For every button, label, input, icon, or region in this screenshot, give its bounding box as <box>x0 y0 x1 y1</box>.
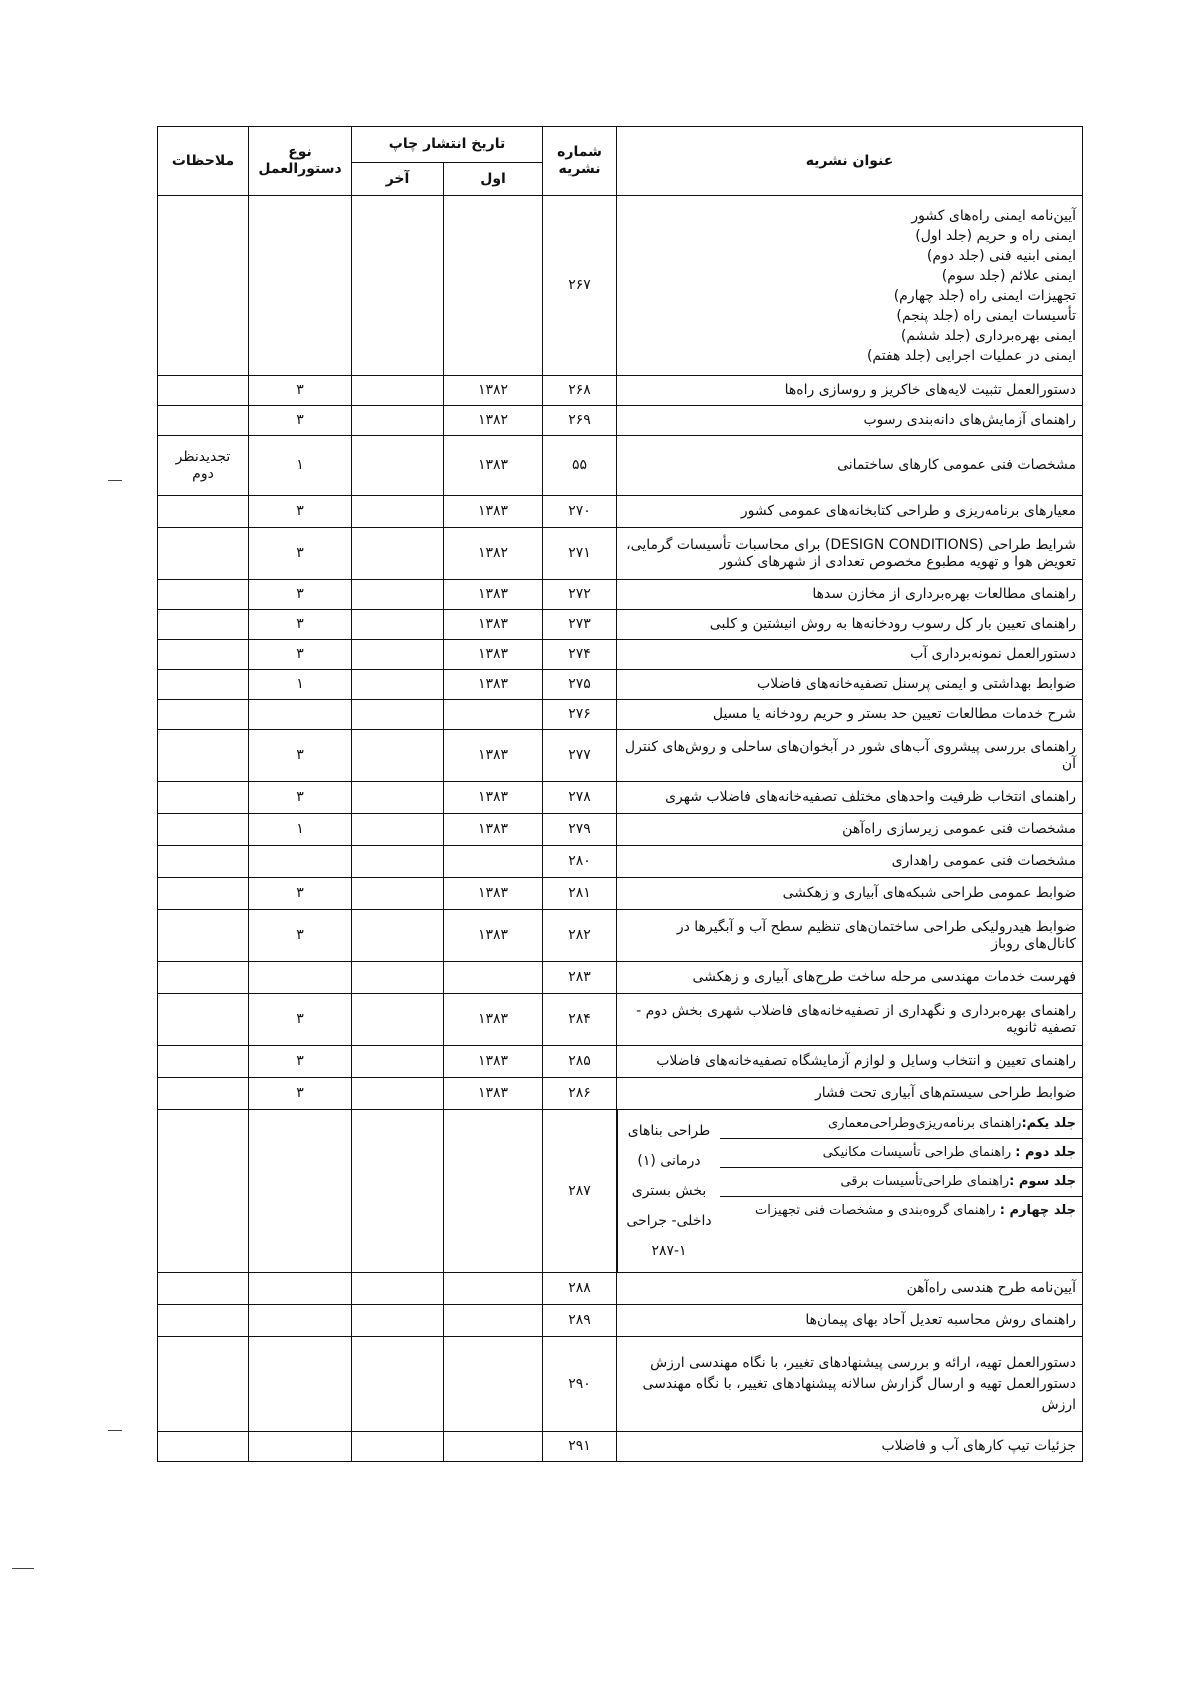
table-row <box>158 962 1083 994</box>
row-notes <box>158 640 249 670</box>
row-notes <box>158 846 249 878</box>
list-item: تأسیسات ایمنی راه (جلد پنجم) <box>896 307 1077 324</box>
list-item: آیین‌نامه ایمنی راه‌های کشور <box>911 207 1077 224</box>
table-row <box>158 878 1083 910</box>
row-instruction-type <box>249 962 352 994</box>
row-number: ۲۸۹ <box>543 1305 617 1337</box>
row-notes <box>158 814 249 846</box>
row-number: ۲۶۸ <box>543 376 617 406</box>
row-first-edition-year: ۱۳۸۳ <box>444 1046 543 1078</box>
row-title: فهرست خدمات مهندسی مرحله ساخت طرح‌های آبیاری و زهکشی <box>617 962 1083 994</box>
row-title: ضوابط بهداشتی و ایمنی پرسنل تصفیه‌خانه‌های فاضلاب <box>617 670 1083 700</box>
row-number: ۲۷۴ <box>543 640 617 670</box>
row-first-edition-year: ۱۳۸۳ <box>444 640 543 670</box>
table-row <box>158 528 1083 580</box>
row-number: ۲۷۸ <box>543 782 617 814</box>
row-notes <box>158 1046 249 1078</box>
row-last-edition-year <box>352 700 444 730</box>
header-number: شماره نشریه <box>543 127 617 196</box>
row-first-edition-year: ۱۳۸۳ <box>444 436 543 496</box>
header-last: آخر <box>352 163 444 196</box>
row-instruction-type: ۳ <box>249 730 352 782</box>
row-first-edition-year: ۱۳۸۲ <box>444 528 543 580</box>
table-row <box>158 1078 1083 1110</box>
row-instruction-type: ۳ <box>249 1046 352 1078</box>
row-first-edition-year <box>444 846 543 878</box>
row-title: دستورالعمل نمونه‌برداری آب <box>617 640 1083 670</box>
row-title: ضوابط هیدرولیکی طراحی ساختمان‌های تنظیم سطح آب و آبگیرها در کانال‌های روباز <box>617 910 1083 962</box>
row-instruction-type: ۳ <box>249 1078 352 1110</box>
row-last-edition-year <box>352 814 444 846</box>
row-instruction-type: ۳ <box>249 406 352 436</box>
table-row <box>158 782 1083 814</box>
row-last-edition-year <box>352 436 444 496</box>
row-title: شرح خدمات مطالعات تعیین حد بستر و حریم رودخانه یا مسیل <box>617 700 1083 730</box>
row-title: راهنمای آزمایش‌های دانه‌بندی رسوب <box>617 406 1083 436</box>
row-instruction-type: ۳ <box>249 610 352 640</box>
list-item: ایمنی علائم (جلد سوم) <box>941 267 1077 284</box>
row-first-edition-year: ۱۳۸۳ <box>444 994 543 1046</box>
row-title <box>617 196 1083 376</box>
volume-list <box>720 1110 1082 1272</box>
row-title: راهنمای تعیین بار کل رسوب رودخانه‌ها به روش انیشتین و کلبی <box>617 610 1083 640</box>
table-row <box>158 376 1083 406</box>
row-notes <box>158 878 249 910</box>
row-last-edition-year <box>352 528 444 580</box>
row-last-edition-year <box>352 406 444 436</box>
table-row <box>158 910 1083 962</box>
row-instruction-type: ۳ <box>249 910 352 962</box>
row-first-edition-year: ۱۳۸۳ <box>444 730 543 782</box>
table-row <box>158 1110 1083 1273</box>
table-row <box>158 196 1083 376</box>
row-title: راهنمای مطالعات بهره‌برداری از مخازن سدها <box>617 580 1083 610</box>
row-title: دستورالعمل تثبیت لایه‌های خاکریز و روسازی راه‌ها <box>617 376 1083 406</box>
row-notes <box>158 406 249 436</box>
row-notes <box>158 610 249 640</box>
row-last-edition-year <box>352 376 444 406</box>
row-last-edition-year <box>352 910 444 962</box>
table-row <box>158 670 1083 700</box>
row-first-edition-year: ۱۳۸۳ <box>444 1078 543 1110</box>
row-notes <box>158 782 249 814</box>
publications-table <box>157 126 1083 1462</box>
row-first-edition-year: ۱۳۸۳ <box>444 610 543 640</box>
row-last-edition-year <box>352 610 444 640</box>
table-row <box>158 1046 1083 1078</box>
row-first-edition-year: ۱۳۸۳ <box>444 910 543 962</box>
row-last-edition-year <box>352 1078 444 1110</box>
header-type: نوع دستورالعمل <box>249 127 352 196</box>
row-title: ضوابط عمومی طراحی شبکه‌های آبیاری و زهکشی <box>617 878 1083 910</box>
header-date-group: تاریخ انتشار چاپ <box>352 127 543 163</box>
row-notes <box>158 994 249 1046</box>
row-notes <box>158 670 249 700</box>
list-item: جلد یکم:راهنمای برنامه‌ریزی‌وطراحی‌معماری <box>720 1110 1082 1139</box>
table-row <box>158 814 1083 846</box>
list-item: ایمنی بهره‌برداری (جلد ششم) <box>900 327 1077 344</box>
row-first-edition-year: ۱۳۸۲ <box>444 376 543 406</box>
row-notes <box>158 1078 249 1110</box>
margin-mark <box>108 1430 122 1431</box>
row-last-edition-year <box>352 782 444 814</box>
row-first-edition-year: ۱۳۸۳ <box>444 782 543 814</box>
row-last-edition-year <box>352 962 444 994</box>
header-notes: ملاحظات <box>158 127 249 196</box>
margin-mark <box>12 1568 34 1569</box>
row-number: ۲۸۱ <box>543 878 617 910</box>
row-number: ۲۸۸ <box>543 1273 617 1305</box>
row-title: مشخصات فنی عمومی زیرسازی راه‌آهن <box>617 814 1083 846</box>
row-number: ۲۷۱ <box>543 528 617 580</box>
row-last-edition-year <box>352 878 444 910</box>
row-notes <box>158 700 249 730</box>
row-notes <box>158 730 249 782</box>
row-instruction-type: ۱ <box>249 670 352 700</box>
list-item: ایمنی در عملیات اجرایی (جلد هفتم) <box>866 347 1077 364</box>
table-row <box>158 1337 1083 1432</box>
row-notes: تجدیدنظر دوم <box>158 436 249 496</box>
row-number: ۲۸۰ <box>543 846 617 878</box>
row-last-edition-year <box>352 580 444 610</box>
row-first-edition-year: ۱۳۸۳ <box>444 580 543 610</box>
row-number: ۲۶۷ <box>543 196 617 376</box>
row-instruction-type: ۳ <box>249 528 352 580</box>
row-title: مشخصات فنی عمومی کارهای ساختمانی <box>617 436 1083 496</box>
row-title: ضوابط طراحی سیستم‌های آبیاری تحت فشار <box>617 1078 1083 1110</box>
row-number: ۲۹۰ <box>543 1337 617 1432</box>
row-number: ۲۷۲ <box>543 580 617 610</box>
row-instruction-type: ۱ <box>249 814 352 846</box>
list-item: جلد سوم :راهنمای طراحی‌تأسیسات برقی <box>720 1168 1082 1197</box>
list-item: جلد چهارم : راهنمای گروه‌بندی و مشخصات فنی تجهیزات <box>755 1203 1077 1218</box>
row-last-edition-year <box>352 670 444 700</box>
volume-group-label: طراحی بناهای درمانی (۱) بخش بستری داخلی- جراحی ۲۸۷-۱ <box>617 1110 720 1272</box>
row-instruction-type <box>249 846 352 878</box>
row-notes <box>158 376 249 406</box>
row-number: ۲۷۵ <box>543 670 617 700</box>
table-row <box>158 436 1083 496</box>
row-last-edition-year <box>352 496 444 528</box>
row-instruction-type: ۳ <box>249 782 352 814</box>
row-title: راهنمای روش محاسبه تعدیل آحاد بهای پیمان‌ها <box>617 1305 1083 1337</box>
row-last-edition-year <box>352 994 444 1046</box>
list-item: تجهیزات ایمنی راه (جلد چهارم) <box>893 287 1077 304</box>
row-title: راهنمای بهره‌برداری و نگهداری از تصفیه‌خانه‌های فاضلاب شهری بخش دوم - تصفیه ثانویه <box>617 994 1083 1046</box>
row-instruction-type: ۳ <box>249 496 352 528</box>
row-number: ۲۷۰ <box>543 496 617 528</box>
row-notes <box>158 962 249 994</box>
table-row <box>158 610 1083 640</box>
row-instruction-type: ۳ <box>249 878 352 910</box>
row-number: ۲۸۶ <box>543 1078 617 1110</box>
margin-mark <box>108 480 122 481</box>
row-instruction-type: ۳ <box>249 994 352 1046</box>
table-row <box>158 406 1083 436</box>
row-number: ۵۵ <box>543 436 617 496</box>
row-last-edition-year <box>352 1046 444 1078</box>
row-first-edition-year: ۱۳۸۲ <box>444 406 543 436</box>
row-number: ۲۸۲ <box>543 910 617 962</box>
row-title: جزئیات تیپ کارهای آب و فاضلاب <box>617 1432 1083 1462</box>
row-title: راهنمای انتخاب ظرفیت واحدهای مختلف تصفیه‌خانه‌های فاضلاب شهری <box>617 782 1083 814</box>
header-title: عنوان نشریه <box>617 127 1083 196</box>
table-row <box>158 994 1083 1046</box>
row-instruction-type: ۳ <box>249 580 352 610</box>
row-instruction-type <box>249 700 352 730</box>
row-number: ۲۶۹ <box>543 406 617 436</box>
row-first-edition-year: ۱۳۸۳ <box>444 496 543 528</box>
row-title: مشخصات فنی عمومی راهداری <box>617 846 1083 878</box>
row-first-edition-year: ۱۳۸۳ <box>444 670 543 700</box>
header-first: اول <box>444 163 543 196</box>
row-last-edition-year <box>352 846 444 878</box>
row-number: ۲۸۴ <box>543 994 617 1046</box>
row-number: ۲۷۶ <box>543 700 617 730</box>
row-notes <box>158 910 249 962</box>
row-title: راهنمای تعیین و انتخاب وسایل و لوازم آزمایشگاه تصفیه‌خانه‌های فاضلاب <box>617 1046 1083 1078</box>
row-number: ۲۸۵ <box>543 1046 617 1078</box>
row-instruction-type: ۳ <box>249 640 352 670</box>
row-notes <box>158 580 249 610</box>
table-row <box>158 1432 1083 1462</box>
table-row <box>158 640 1083 670</box>
row-notes <box>158 528 249 580</box>
row-instruction-type: ۳ <box>249 376 352 406</box>
list-item: ایمنی راه و حریم (جلد اول) <box>915 227 1077 244</box>
row-last-edition-year <box>352 730 444 782</box>
row-first-edition-year <box>444 962 543 994</box>
list-item: ایمنی ابنیه فنی (جلد دوم) <box>926 247 1077 264</box>
row-number: ۲۷۷ <box>543 730 617 782</box>
table-row <box>158 700 1083 730</box>
row-title <box>617 1110 1083 1273</box>
row-number: ۲۷۹ <box>543 814 617 846</box>
row-title: راهنمای بررسی پیشروی آب‌های شور در آبخوان‌های ساحلی و روش‌های کنترل آن <box>617 730 1083 782</box>
row-instruction-type: ۱ <box>249 436 352 496</box>
row-first-edition-year: ۱۳۸۳ <box>444 814 543 846</box>
table-row <box>158 1305 1083 1337</box>
row-title: معیارهای برنامه‌ریزی و طراحی کتابخانه‌های عمومی کشور <box>617 496 1083 528</box>
list-item: جلد دوم : راهنمای طراحی تأسیسات مکانیکی <box>720 1139 1082 1168</box>
table-row <box>158 580 1083 610</box>
row-first-edition-year <box>444 700 543 730</box>
row-first-edition-year: ۱۳۸۳ <box>444 878 543 910</box>
table-row <box>158 496 1083 528</box>
table-row <box>158 1273 1083 1305</box>
row-number: ۲۷۳ <box>543 610 617 640</box>
row-notes <box>158 496 249 528</box>
table-row <box>158 730 1083 782</box>
row-number: ۲۹۱ <box>543 1432 617 1462</box>
table-row <box>158 846 1083 878</box>
row-title: آیین‌نامه طرح هندسی راه‌آهن <box>617 1273 1083 1305</box>
row-title: شرایط طراحی (DESIGN CONDITIONS) برای محاسبات تأسیسات گرمایی، تعویض هوا و تهویه مطبوع مخصوص تعدادی از شهرهای کشور <box>617 528 1083 580</box>
row-last-edition-year <box>352 640 444 670</box>
row-title: دستورالعمل تهیه، ارائه و بررسی پیشنهادهای تغییر، با نگاه مهندسی ارزش دستورالعمل تهیه و ارسال گزارش سالانه پیشنهادهای تغییر، با نگاه مهندسی ارزش <box>617 1337 1083 1432</box>
row-number: ۲۸۷ <box>543 1110 617 1273</box>
row-number: ۲۸۳ <box>543 962 617 994</box>
